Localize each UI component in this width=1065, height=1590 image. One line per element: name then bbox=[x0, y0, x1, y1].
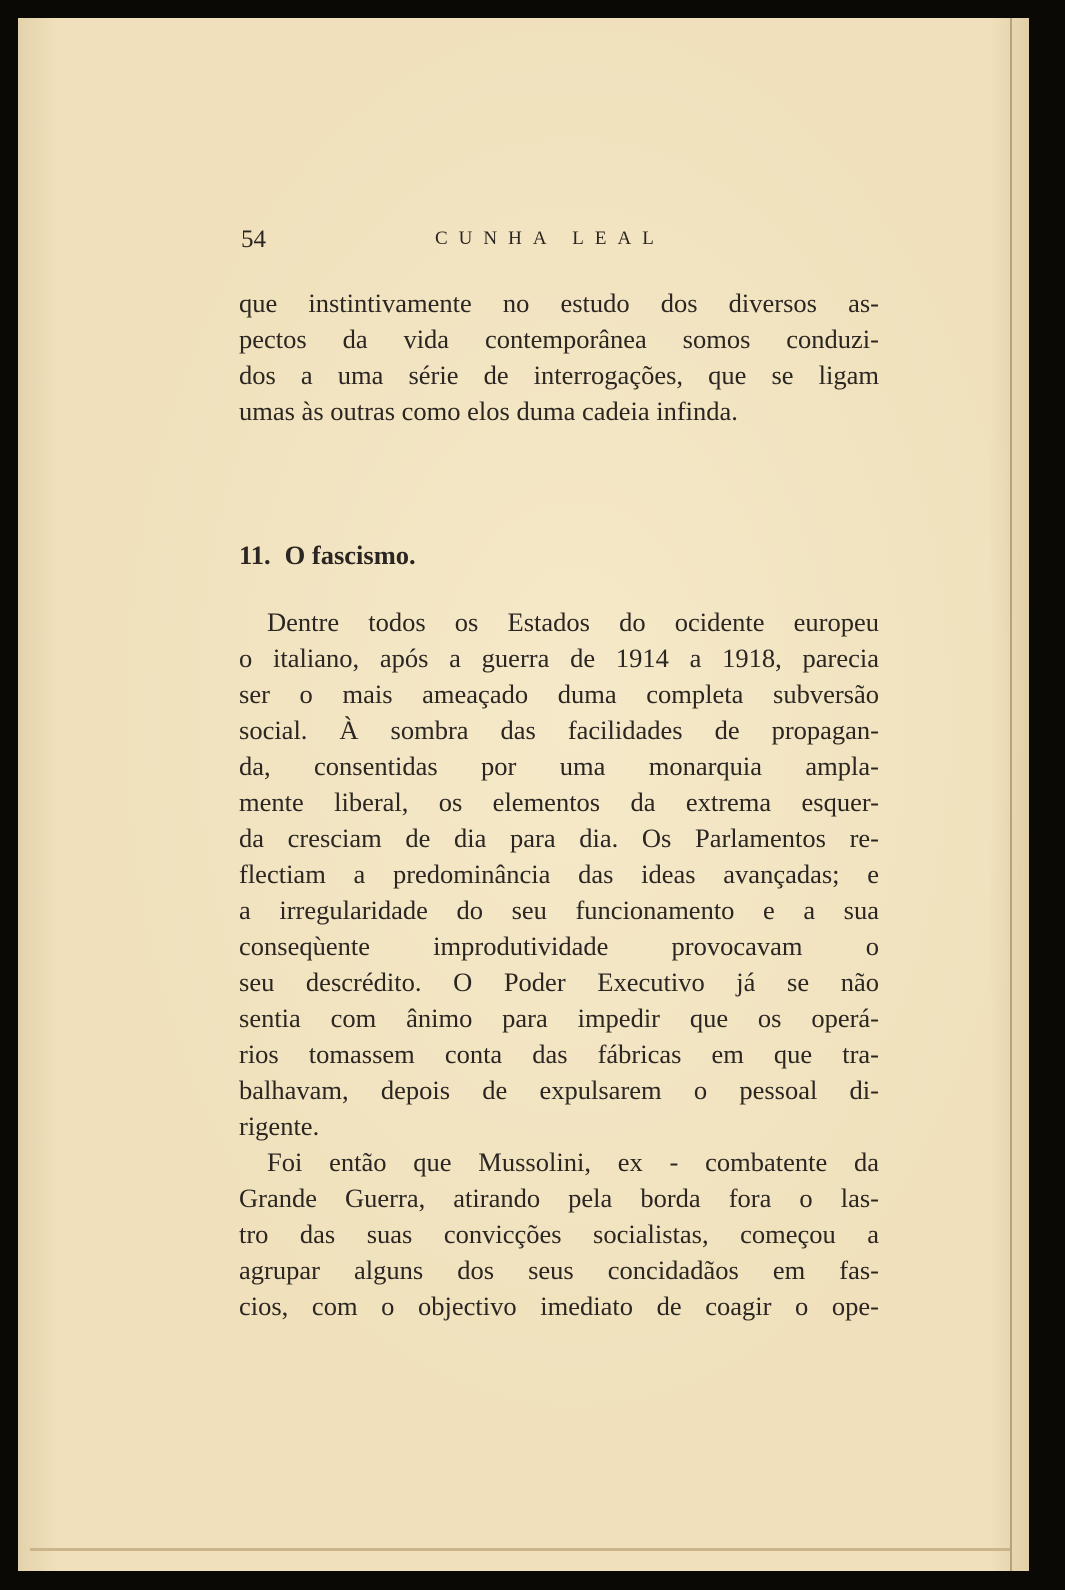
text-line: da, consentidas por uma monarquia ampla- bbox=[239, 751, 879, 781]
text-line: flectiam a predominância das ideas avançadas; e bbox=[239, 859, 879, 889]
text-line: que instintivamente no estudo dos diversos as- bbox=[239, 288, 879, 318]
page-edge bbox=[1010, 18, 1012, 1571]
text-line: rigente. bbox=[239, 1111, 320, 1141]
section-heading bbox=[239, 537, 416, 573]
text-line: da cresciam de dia para dia. Os Parlamentos re- bbox=[239, 823, 879, 853]
text-line: rios tomassem conta das fábricas em que tra- bbox=[239, 1039, 879, 1069]
paragraph-2 bbox=[239, 1144, 879, 1324]
text-line: umas às outras como elos duma cadeia infinda. bbox=[239, 396, 738, 426]
text-line: Grande Guerra, atirando pela borda fora o las- bbox=[239, 1183, 879, 1213]
text-line: tro das suas convicções socialistas, começou a bbox=[239, 1219, 879, 1249]
text-line: seu descrédito. O Poder Executivo já se não bbox=[239, 967, 879, 997]
text-line: Dentre todos os Estados do ocidente europeu bbox=[267, 607, 879, 637]
text-line: balhavam, depois de expulsarem o pessoal di- bbox=[239, 1075, 879, 1105]
text-line: Foi então que Mussolini, ex - combatente da bbox=[267, 1147, 879, 1177]
page-bottom-edge bbox=[30, 1548, 1010, 1551]
page-header bbox=[241, 226, 881, 256]
text-line: a irregularidade do seu funcionamento e a sua bbox=[239, 895, 879, 925]
text-line: sentia com ânimo para impedir que os operá- bbox=[239, 1003, 879, 1033]
text-line: agrupar alguns dos seus concidadãos em fas- bbox=[239, 1255, 879, 1285]
text-line: ser o mais ameaçado duma completa subversão bbox=[239, 679, 879, 709]
intro-paragraph bbox=[239, 285, 879, 429]
text-line: cios, com o objectivo imediato de coagir o ope- bbox=[239, 1291, 879, 1321]
text-line: conseqùente improdutividade provocavam o bbox=[239, 931, 879, 961]
section-number: 11. bbox=[239, 540, 271, 570]
running-head: CUNHA LEAL bbox=[435, 228, 665, 249]
paragraph-1 bbox=[239, 604, 879, 1144]
text-line: o italiano, após a guerra de 1914 a 1918, parecia bbox=[239, 643, 879, 673]
section-title: O fascismo. bbox=[284, 540, 416, 570]
text-line: social. À sombra das facilidades de propagan- bbox=[239, 715, 879, 745]
text-line: dos a uma série de interrogações, que se ligam bbox=[239, 360, 879, 390]
text-line: pectos da vida contemporânea somos conduzi- bbox=[239, 324, 879, 354]
page-number: 54 bbox=[241, 226, 266, 253]
text-line: mente liberal, os elementos da extrema esquer- bbox=[239, 787, 879, 817]
